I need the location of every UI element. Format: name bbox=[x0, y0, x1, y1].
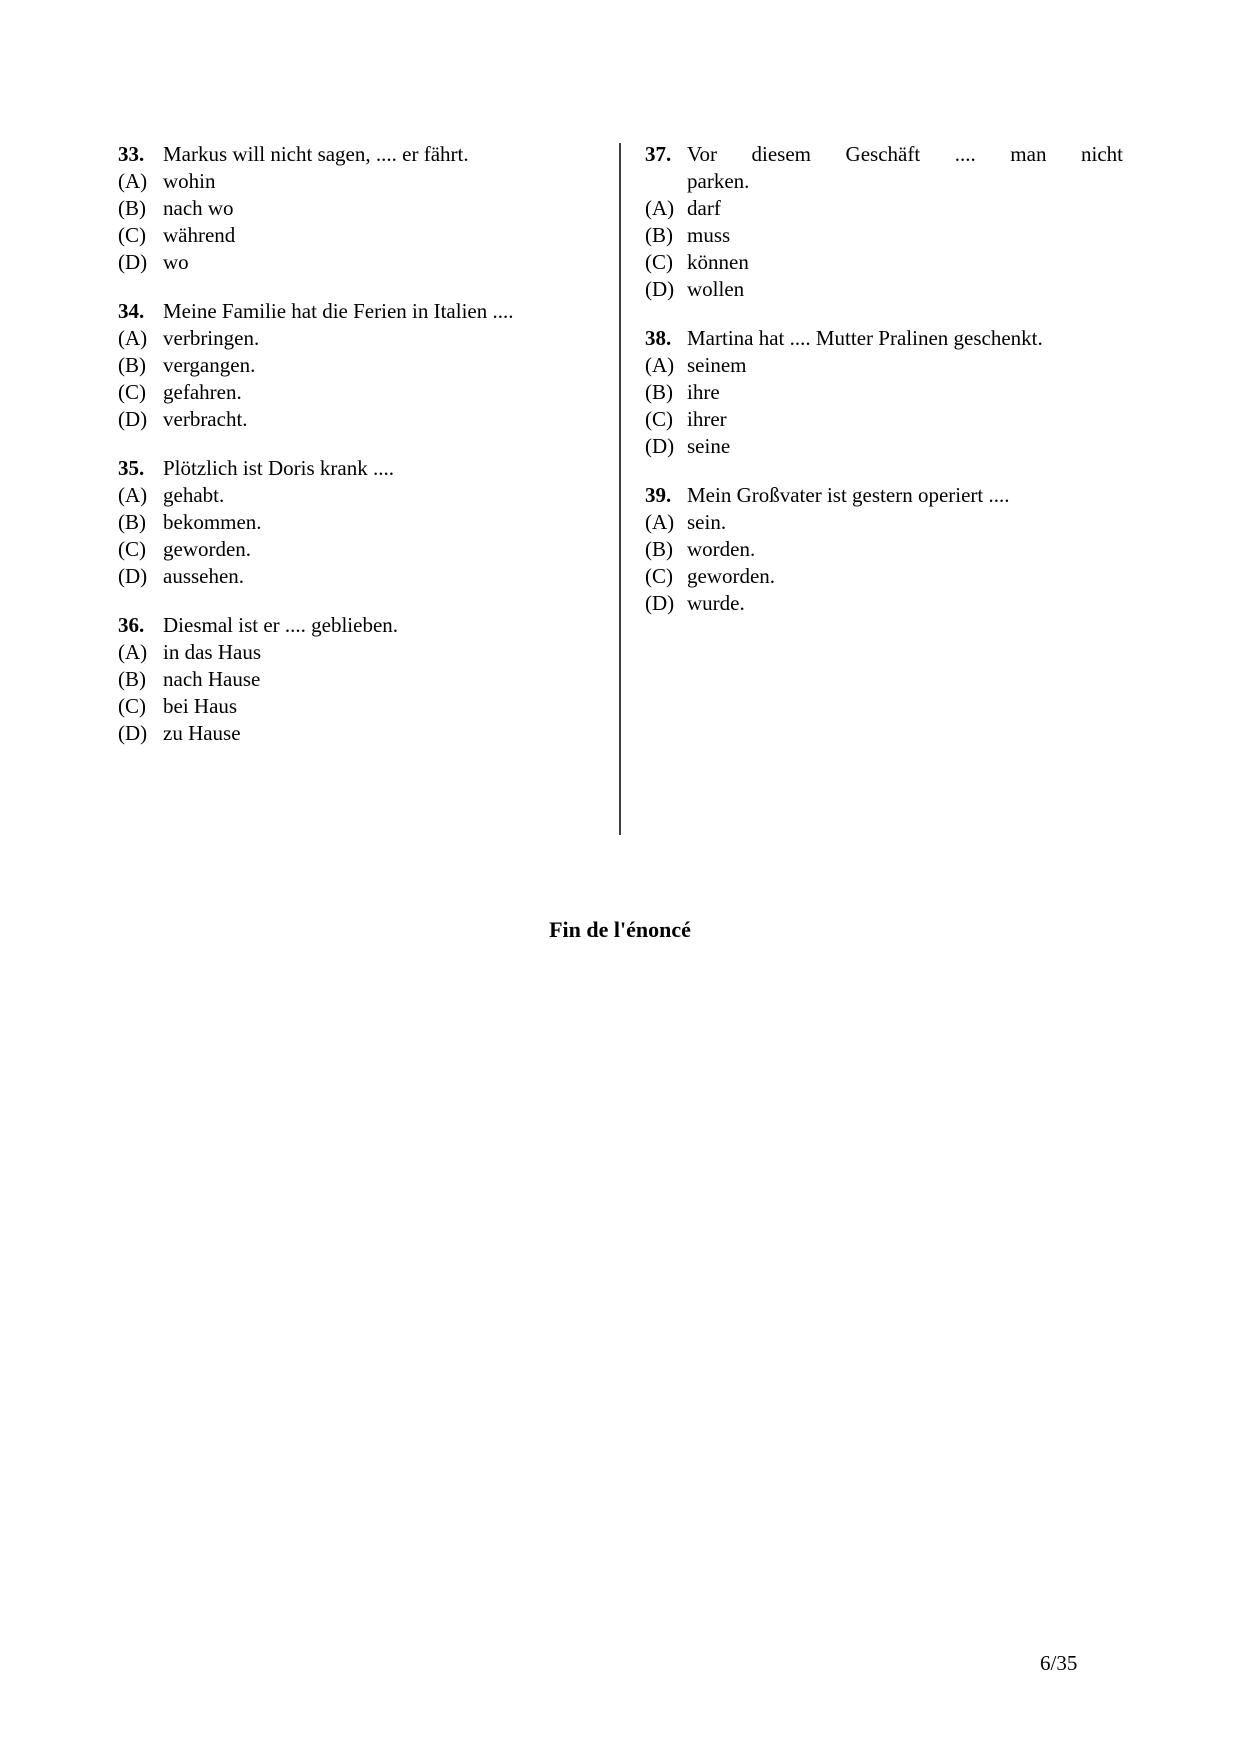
question-heading bbox=[118, 455, 586, 482]
question-block bbox=[645, 141, 1123, 303]
option-text: geworden. bbox=[163, 537, 252, 561]
question-text bbox=[687, 141, 1123, 195]
option-text: wohin bbox=[163, 169, 216, 193]
answer-option bbox=[645, 590, 1123, 617]
question-block bbox=[118, 455, 586, 590]
option-text: seinem bbox=[687, 353, 747, 377]
option-letter: (B) bbox=[645, 380, 673, 404]
answer-option bbox=[118, 482, 586, 509]
option-letter: (D) bbox=[118, 407, 148, 431]
option-text: wo bbox=[163, 250, 189, 274]
options-list bbox=[645, 195, 1123, 303]
option-letter: (C) bbox=[118, 380, 146, 404]
answer-option bbox=[118, 168, 586, 195]
option-text: vergangen. bbox=[163, 353, 256, 377]
question-text bbox=[163, 141, 586, 168]
answer-option bbox=[118, 693, 586, 720]
option-letter: (C) bbox=[118, 694, 146, 718]
end-of-statement-label: Fin de l'énoncé bbox=[549, 917, 691, 942]
question-block bbox=[118, 298, 586, 433]
options-list bbox=[645, 509, 1123, 617]
options-list bbox=[118, 482, 586, 590]
option-text: sein. bbox=[687, 510, 727, 534]
answer-option bbox=[645, 509, 1123, 536]
answer-option bbox=[118, 325, 586, 352]
option-text: wollen bbox=[687, 277, 745, 301]
answer-option bbox=[118, 563, 586, 590]
option-letter: (D) bbox=[118, 250, 148, 274]
answer-option bbox=[645, 433, 1123, 460]
left-column bbox=[118, 141, 586, 769]
question-text bbox=[687, 482, 1123, 509]
option-text: gefahren. bbox=[163, 380, 242, 404]
question-text-line: Mein Großvater ist gestern operiert .... bbox=[687, 483, 1010, 507]
question-text-line: Meine Familie hat die Ferien in Italien .... bbox=[163, 299, 514, 323]
answer-option bbox=[645, 249, 1123, 276]
option-text: seine bbox=[687, 434, 731, 458]
answer-option bbox=[645, 406, 1123, 433]
option-letter: (D) bbox=[118, 721, 148, 745]
option-text: verbracht. bbox=[163, 407, 248, 431]
option-letter: (A) bbox=[645, 353, 675, 377]
option-letter: (D) bbox=[118, 564, 148, 588]
option-text: aussehen. bbox=[163, 564, 245, 588]
question-text bbox=[687, 325, 1123, 352]
option-letter: (A) bbox=[645, 510, 675, 534]
question-text-line: Martina hat .... Mutter Pralinen geschenkt. bbox=[687, 326, 1043, 350]
option-letter: (C) bbox=[118, 537, 146, 561]
option-letter: (A) bbox=[645, 196, 675, 220]
question-number: 38. bbox=[645, 326, 672, 350]
question-heading bbox=[645, 141, 1123, 195]
option-letter: (B) bbox=[645, 223, 673, 247]
option-letter: (D) bbox=[645, 434, 675, 458]
answer-option bbox=[118, 352, 586, 379]
question-heading bbox=[118, 298, 586, 325]
option-letter: (C) bbox=[645, 564, 673, 588]
option-letter: (C) bbox=[118, 223, 146, 247]
option-text: in das Haus bbox=[163, 640, 261, 664]
question-block bbox=[118, 612, 586, 747]
option-text: verbringen. bbox=[163, 326, 260, 350]
options-list bbox=[118, 168, 586, 276]
answer-option bbox=[645, 379, 1123, 406]
option-letter: (A) bbox=[118, 326, 148, 350]
option-letter: (B) bbox=[118, 510, 146, 534]
question-heading bbox=[645, 482, 1123, 509]
option-text: können bbox=[687, 250, 749, 274]
question-block bbox=[118, 141, 586, 276]
option-letter: (B) bbox=[645, 537, 673, 561]
option-letter: (C) bbox=[645, 250, 673, 274]
option-text: ihrer bbox=[687, 407, 727, 431]
question-text bbox=[163, 455, 586, 482]
option-text: darf bbox=[687, 196, 721, 220]
option-text: bei Haus bbox=[163, 694, 238, 718]
answer-option bbox=[645, 276, 1123, 303]
answer-option bbox=[118, 639, 586, 666]
option-text: worden. bbox=[687, 537, 756, 561]
answer-option bbox=[118, 509, 586, 536]
answer-option bbox=[118, 666, 586, 693]
option-text: bekommen. bbox=[163, 510, 262, 534]
question-text-line: Vor diesem Geschäft .... man nicht bbox=[687, 142, 1123, 166]
options-list bbox=[118, 639, 586, 747]
option-letter: (B) bbox=[118, 196, 146, 220]
option-text: nach wo bbox=[163, 196, 234, 220]
answer-option bbox=[645, 195, 1123, 222]
option-letter: (C) bbox=[645, 407, 673, 431]
page-number: 6/35 bbox=[1040, 1651, 1078, 1675]
option-letter: (A) bbox=[118, 640, 148, 664]
answer-option bbox=[118, 195, 586, 222]
question-text-line: Diesmal ist er .... geblieben. bbox=[163, 613, 399, 637]
question-text bbox=[163, 612, 586, 639]
answer-option bbox=[118, 406, 586, 433]
question-heading bbox=[645, 325, 1123, 352]
options-list bbox=[118, 325, 586, 433]
options-list bbox=[645, 352, 1123, 460]
option-letter: (B) bbox=[118, 667, 146, 691]
question-number: 34. bbox=[118, 299, 145, 323]
option-letter: (D) bbox=[645, 591, 675, 615]
question-number: 35. bbox=[118, 456, 145, 480]
option-text: gehabt. bbox=[163, 483, 225, 507]
answer-option bbox=[118, 536, 586, 563]
answer-option bbox=[118, 249, 586, 276]
option-letter: (D) bbox=[645, 277, 675, 301]
option-text: geworden. bbox=[687, 564, 776, 588]
question-heading bbox=[118, 612, 586, 639]
answer-option bbox=[118, 720, 586, 747]
question-heading bbox=[118, 141, 586, 168]
answer-option bbox=[645, 352, 1123, 379]
answer-option bbox=[645, 222, 1123, 249]
column-divider bbox=[619, 143, 621, 835]
question-block bbox=[645, 325, 1123, 460]
option-letter: (B) bbox=[118, 353, 146, 377]
question-text-line: Plötzlich ist Doris krank .... bbox=[163, 456, 394, 480]
answer-option bbox=[118, 222, 586, 249]
option-text: ihre bbox=[687, 380, 720, 404]
right-column bbox=[645, 141, 1123, 639]
answer-option bbox=[118, 379, 586, 406]
question-block bbox=[645, 482, 1123, 617]
question-number: 37. bbox=[645, 142, 672, 166]
option-letter: (A) bbox=[118, 483, 148, 507]
answer-option bbox=[645, 563, 1123, 590]
question-text-line: parken. bbox=[687, 169, 750, 193]
question-number: 33. bbox=[118, 142, 145, 166]
question-text bbox=[163, 298, 586, 325]
option-letter: (A) bbox=[118, 169, 148, 193]
option-text: zu Hause bbox=[163, 721, 241, 745]
option-text: muss bbox=[687, 223, 731, 247]
option-text: während bbox=[163, 223, 236, 247]
option-text: wurde. bbox=[687, 591, 745, 615]
option-text: nach Hause bbox=[163, 667, 261, 691]
answer-option bbox=[645, 536, 1123, 563]
question-number: 39. bbox=[645, 483, 672, 507]
question-number: 36. bbox=[118, 613, 145, 637]
question-text-line: Markus will nicht sagen, .... er fährt. bbox=[163, 142, 469, 166]
